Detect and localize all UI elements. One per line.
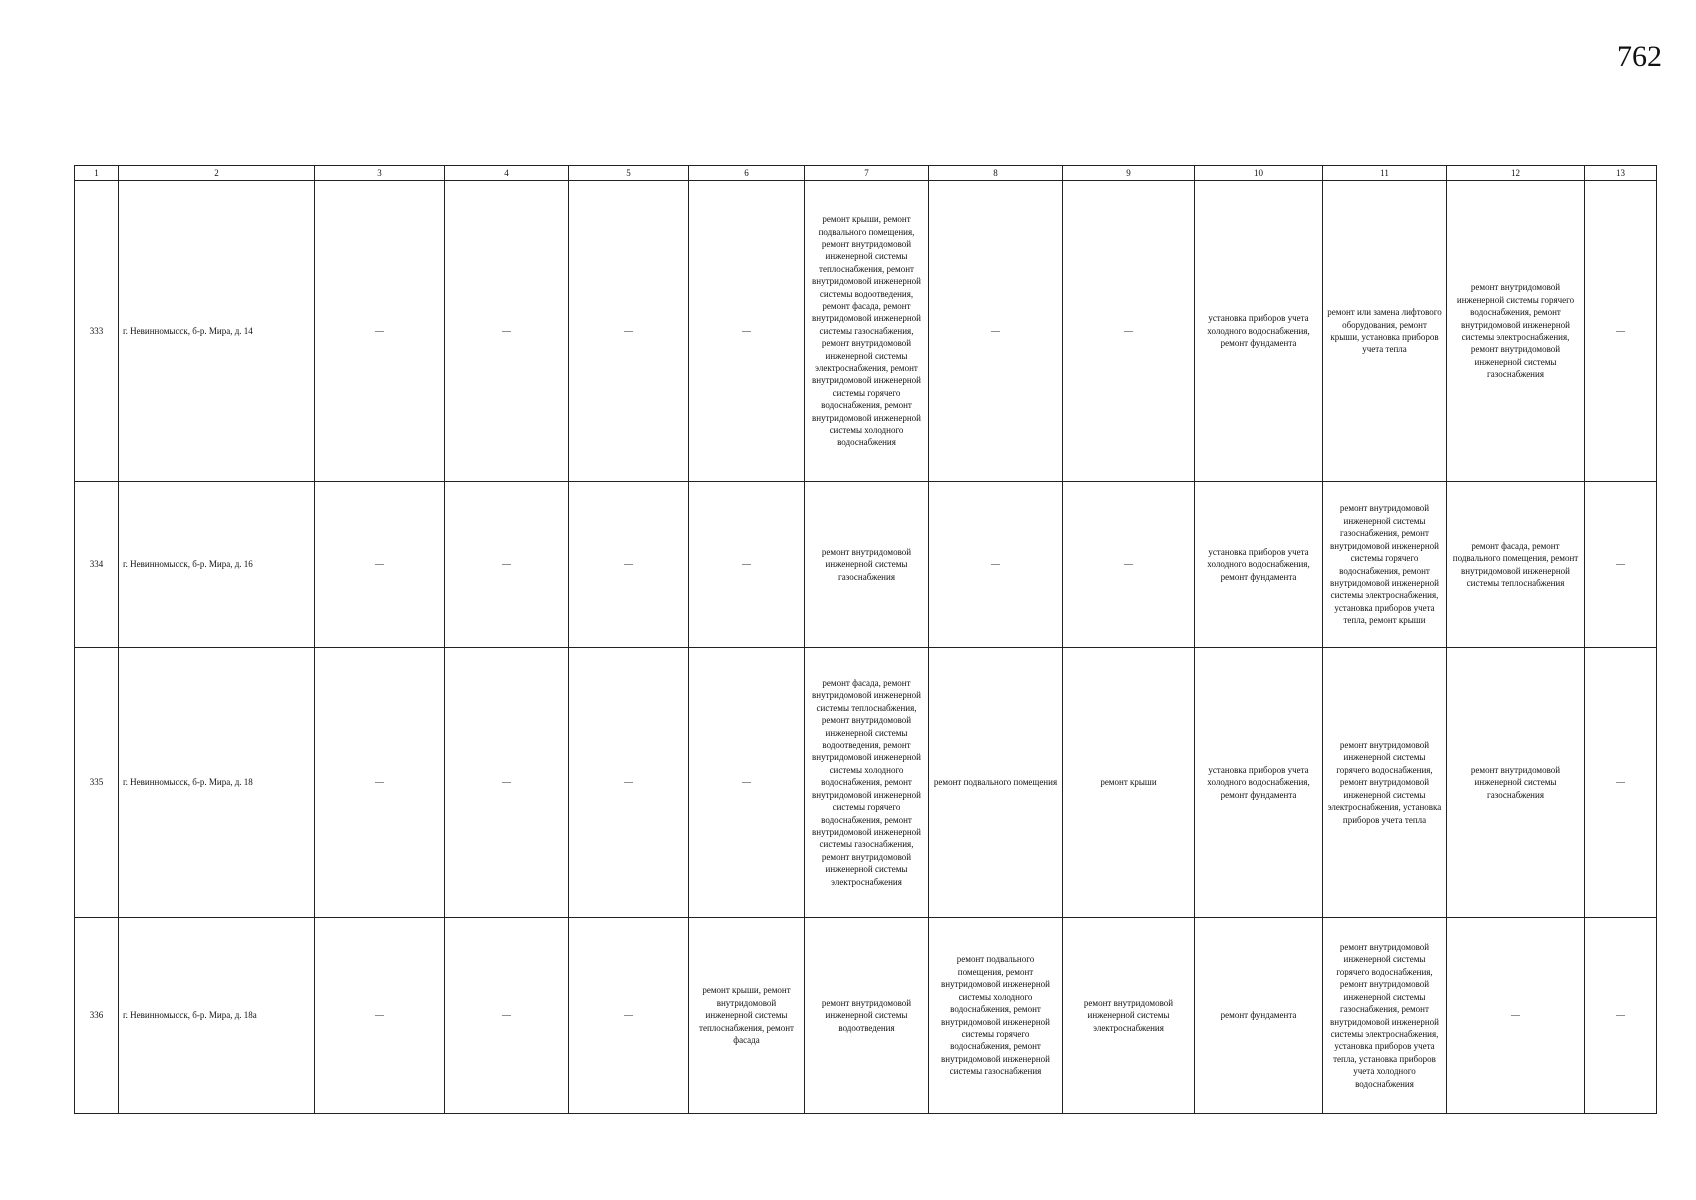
column-header: 7 xyxy=(805,166,929,181)
table-cell: ремонт фундамента xyxy=(1195,918,1323,1114)
column-header: 10 xyxy=(1195,166,1323,181)
table-cell: — xyxy=(569,482,689,648)
table-cell: ремонт крыши, ремонт подвального помещения, ремонт внутридомовой инженерной системы теплоснабжения, ремонт внутридомовой инженерной системы водоотведения, ремонт фасада, ремонт внутридомовой инженерной системы газоснабжения, ремонт внутридомовой инженерной системы электроснабжения, ремонт внутридомовой инженерной системы горячего водоснабжения, ремонт внутридомовой инженерной системы холодного водоснабжения xyxy=(805,181,929,482)
table-cell: — xyxy=(315,482,445,648)
table-cell: ремонт фасада, ремонт внутридомовой инженерной системы теплоснабжения, ремонт внутридомовой инженерной системы водоотведения, ремонт внутридомовой инженерной системы холодного водоснабжения, ремонт внутридомовой инженерной системы горячего водоснабжения, ремонт внутридомовой инженерной системы газоснабжения, ремонт внутридомовой инженерной системы электроснабжения xyxy=(805,648,929,918)
table-cell: — xyxy=(1447,918,1585,1114)
table-cell: — xyxy=(569,918,689,1114)
table-cell: — xyxy=(689,482,805,648)
column-header: 1 xyxy=(75,166,119,181)
column-header: 9 xyxy=(1063,166,1195,181)
table-cell: ремонт внутридомовой инженерной системы газоснабжения xyxy=(1447,648,1585,918)
table-cell: установка приборов учета холодного водоснабжения, ремонт фундамента xyxy=(1195,648,1323,918)
row-number: 336 xyxy=(75,918,119,1114)
table-cell: установка приборов учета холодного водоснабжения, ремонт фундамента xyxy=(1195,482,1323,648)
column-number-row xyxy=(75,166,1657,181)
table-cell: ремонт внутридомовой инженерной системы газоснабжения, ремонт внутридомовой инженерной системы горячего водоснабжения, ремонт внутридомовой инженерной системы электроснабжения, установка приборов учета тепла, ремонт крыши xyxy=(1323,482,1447,648)
column-header: 13 xyxy=(1585,166,1657,181)
row-number: 334 xyxy=(75,482,119,648)
table-cell: — xyxy=(445,482,569,648)
table-cell: — xyxy=(315,181,445,482)
page-number: 762 xyxy=(1617,40,1662,73)
column-header: 3 xyxy=(315,166,445,181)
table-cell: — xyxy=(315,648,445,918)
table-cell: ремонт внутридомовой инженерной системы водоотведения xyxy=(805,918,929,1114)
table-cell: — xyxy=(569,648,689,918)
table-row xyxy=(75,482,1657,648)
table-cell: — xyxy=(445,918,569,1114)
work-schedule-table xyxy=(74,165,1657,1114)
column-header: 6 xyxy=(689,166,805,181)
address-cell: г. Невинномысск, б-р. Мира, д. 16 xyxy=(119,482,315,648)
table-cell: ремонт внутридомовой инженерной системы электроснабжения xyxy=(1063,918,1195,1114)
table-cell: ремонт внутридомовой инженерной системы горячего водоснабжения, ремонт внутридомовой инженерной системы газоснабжения, ремонт внутридомовой инженерной системы электроснабжения, установка приборов учета тепла, установка приборов учета холодного водоснабжения xyxy=(1323,918,1447,1114)
table-cell: ремонт или замена лифтового оборудования, ремонт крыши, установка приборов учета тепла xyxy=(1323,181,1447,482)
table-cell: — xyxy=(689,648,805,918)
table-cell: — xyxy=(1585,181,1657,482)
table-cell: ремонт крыши, ремонт внутридомовой инженерной системы теплоснабжения, ремонт фасада xyxy=(689,918,805,1114)
table-cell: установка приборов учета холодного водоснабжения, ремонт фундамента xyxy=(1195,181,1323,482)
table-cell: — xyxy=(445,181,569,482)
table-row xyxy=(75,648,1657,918)
column-header: 5 xyxy=(569,166,689,181)
column-header: 8 xyxy=(929,166,1063,181)
table-cell: — xyxy=(689,181,805,482)
table-row xyxy=(75,181,1657,482)
table-cell: ремонт внутридомовой инженерной системы горячего водоснабжения, ремонт внутридомовой инженерной системы электроснабжения, установка приборов учета тепла xyxy=(1323,648,1447,918)
address-cell: г. Невинномысск, б-р. Мира, д. 18 xyxy=(119,648,315,918)
table-cell: — xyxy=(1063,482,1195,648)
table-row xyxy=(75,918,1657,1114)
table-cell: — xyxy=(1585,918,1657,1114)
table-cell: ремонт внутридомовой инженерной системы горячего водоснабжения, ремонт внутридомовой инженерной системы электроснабжения, ремонт внутридомовой инженерной системы газоснабжения xyxy=(1447,181,1585,482)
table-cell: ремонт крыши xyxy=(1063,648,1195,918)
column-header: 2 xyxy=(119,166,315,181)
column-header: 12 xyxy=(1447,166,1585,181)
row-number: 335 xyxy=(75,648,119,918)
table-cell: — xyxy=(1585,482,1657,648)
table-cell: — xyxy=(569,181,689,482)
address-cell: г. Невинномысск, б-р. Мира, д. 14 xyxy=(119,181,315,482)
table-cell: — xyxy=(445,648,569,918)
table-cell: ремонт фасада, ремонт подвального помещения, ремонт внутридомовой инженерной системы теплоснабжения xyxy=(1447,482,1585,648)
table-cell: ремонт внутридомовой инженерной системы газоснабжения xyxy=(805,482,929,648)
address-cell: г. Невинномысск, б-р. Мира, д. 18а xyxy=(119,918,315,1114)
table-cell: — xyxy=(1585,648,1657,918)
table-cell: — xyxy=(929,181,1063,482)
table-cell: — xyxy=(315,918,445,1114)
table-cell: — xyxy=(929,482,1063,648)
row-number: 333 xyxy=(75,181,119,482)
table-cell: ремонт подвального помещения, ремонт внутридомовой инженерной системы холодного водоснабжения, ремонт внутридомовой инженерной системы горячего водоснабжения, ремонт внутридомовой инженерной системы газоснабжения xyxy=(929,918,1063,1114)
column-header: 4 xyxy=(445,166,569,181)
table-cell: — xyxy=(1063,181,1195,482)
table-cell: ремонт подвального помещения xyxy=(929,648,1063,918)
column-header: 11 xyxy=(1323,166,1447,181)
